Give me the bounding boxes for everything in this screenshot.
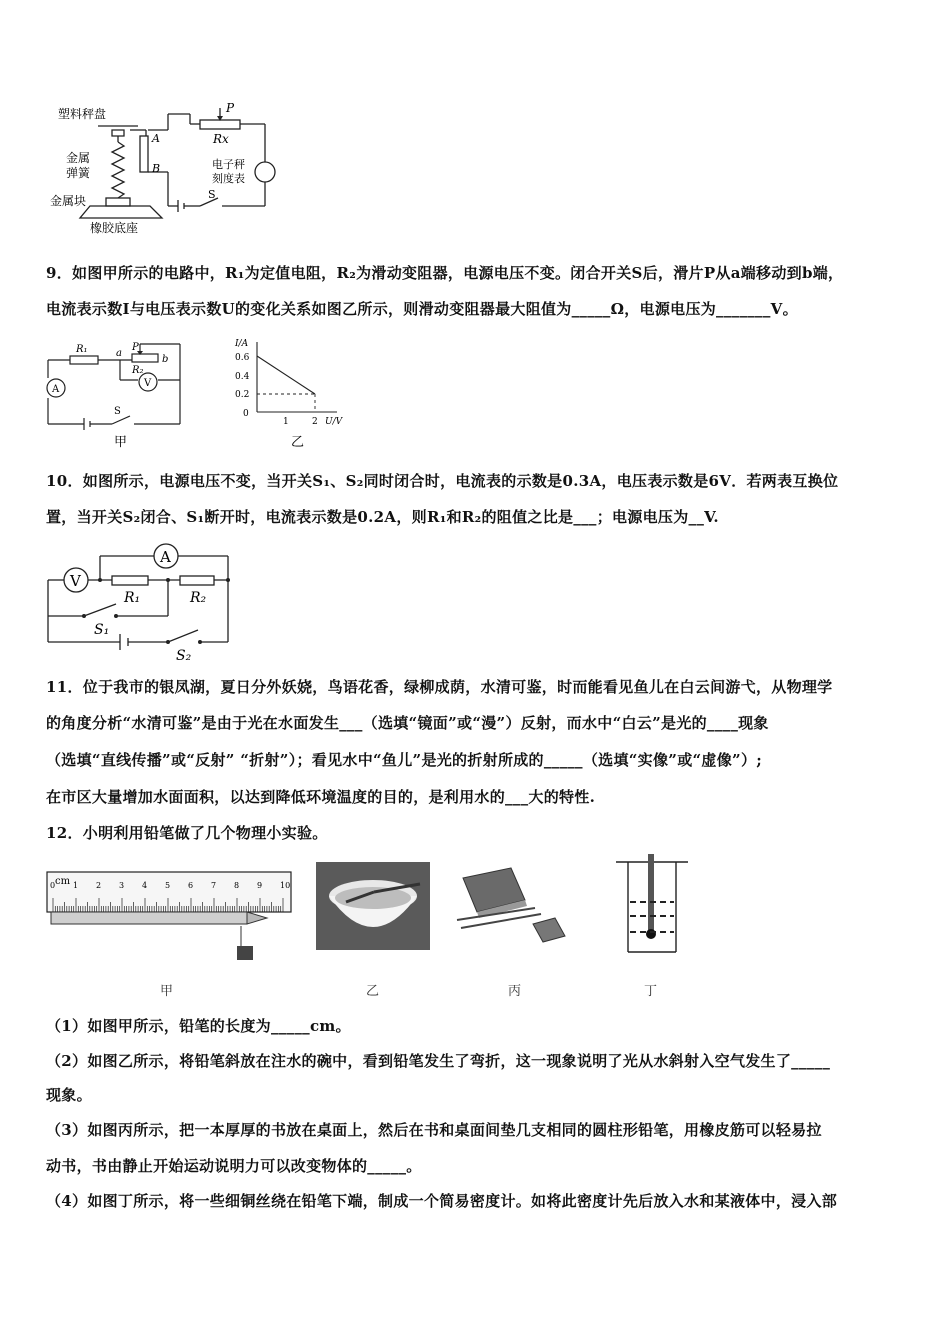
- label-spring-1: 金属: [66, 151, 91, 165]
- ruler-label: 4: [142, 881, 148, 890]
- yi-caption: 乙: [291, 435, 305, 450]
- yi-x1: 1: [283, 417, 289, 427]
- q12-part-2a: （2）如图乙所示，将铅笔斜放在注水的碗中，看到铅笔发生了弯折，这一现象说明了光从水斜射入空气发生了_____: [46, 1052, 831, 1070]
- label-pan: 塑料秤盘: [58, 107, 107, 121]
- ruler-label: 3: [119, 881, 125, 890]
- yi-y06: 0.6: [235, 353, 250, 363]
- q9-line-1: 9．如图甲所示的电路中，R₁为定值电阻，R₂为滑动变阻器，电源电压不变。闭合开关S后，滑片P从a端移动到b端，: [46, 264, 844, 282]
- ruler-label: 2: [96, 881, 102, 890]
- q10-ammeter: A: [160, 548, 171, 566]
- q10-r1: R₁: [124, 590, 141, 606]
- q10-circuit: [40, 540, 240, 665]
- q12-fig-density: [612, 852, 692, 956]
- jia-p: P: [132, 342, 139, 353]
- ruler-label: 1: [73, 881, 79, 890]
- yi-y04: 0.4: [235, 372, 250, 382]
- jia-r1: R₁: [76, 344, 88, 355]
- q10-r2: R₂: [190, 590, 207, 606]
- label-b: B: [152, 162, 161, 175]
- q11-line-2: 的角度分析“水清可鉴”是由于光在水面发生___（选填“镜面”或“漫”）反射，而水中“白云”是光的____现象: [46, 714, 769, 732]
- jia-caption: 甲: [114, 435, 128, 450]
- label-p: P: [226, 101, 235, 115]
- jia-b: b: [162, 354, 169, 365]
- q12-fig-bowl: [316, 862, 430, 950]
- ruler-label: 9: [257, 881, 263, 890]
- ruler-label: 7: [211, 881, 217, 890]
- q12-part-3b: 动书，书由静止开始运动说明力可以改变物体的_____。: [46, 1157, 422, 1175]
- yi-y02: 0.2: [235, 390, 250, 400]
- label-spring-2: 弹簧: [66, 166, 91, 180]
- q11-line-1: 11．位于我市的银凤湖，夏日分外妖娆，鸟语花香，绿柳成荫，水清可鉴，时而能看见鱼儿在白云间游弋，从物理学: [46, 678, 833, 696]
- label-meter-2: 刻度表: [212, 172, 245, 185]
- q9-line-2: 电流表示数I与电压表示数U的变化关系如图乙所示，则滑动变阻器最大阻值为_____Ω，电源电压为_______V。: [46, 300, 798, 318]
- q12-part-1: （1）如图甲所示，铅笔的长度为_____cm。: [46, 1017, 351, 1035]
- scale-circuit-figure: [50, 100, 280, 240]
- q12-caption-yi: 乙: [366, 984, 380, 999]
- q9-graph-yi: [225, 336, 375, 454]
- label-block: 金属块: [50, 194, 87, 208]
- yi-xlabel: U/V: [325, 417, 343, 427]
- q12-part-3a: （3）如图丙所示，把一本厚厚的书放在桌面上，然后在书和桌面间垫几支相同的圆柱形铅笔，用橡皮筋可以轻易拉: [46, 1121, 822, 1139]
- label-rx: Rx: [213, 132, 229, 146]
- q12-caption-jia: 甲: [160, 984, 174, 999]
- q12-part-4: （4）如图丁所示，将一些细铜丝绕在铅笔下端，制成一个简易密度计。如将此密度计先后放入水和某液体中，浸入部: [46, 1192, 838, 1210]
- jia-r2: R₂: [132, 365, 144, 376]
- q11-line-3: （选填“直线传播”或“反射” “折射”）；看见水中“鱼儿”是光的折射所成的_____（选填“实像”或“虚像”）;: [46, 751, 763, 769]
- ruler-label: 5: [165, 881, 171, 890]
- q10-s2: S₂: [176, 648, 192, 664]
- q12-part-2b: 现象。: [46, 1086, 92, 1104]
- q11-line-4: 在市区大量增加水面面积，以达到降低环境温度的目的，是利用水的___大的特性.: [46, 788, 596, 806]
- q10-voltmeter: V: [70, 572, 81, 590]
- jia-voltmeter: V: [144, 378, 152, 389]
- q10-line-1: 10．如图所示，电源电压不变，当开关S₁、S₂同时闭合时，电流表的示数是0.3A，电压表示数是6V．若两表互换位: [46, 472, 839, 490]
- ruler-label: 0: [50, 881, 56, 890]
- q12-title: 12．小明利用铅笔做了几个物理小实验。: [46, 824, 328, 842]
- graph-line: [257, 356, 315, 394]
- ruler-label: 8: [234, 881, 240, 890]
- jia-ammeter: A: [52, 384, 60, 395]
- ruler-unit: cm: [55, 876, 71, 887]
- label-a: A: [152, 132, 160, 145]
- q10-s1: S₁: [94, 622, 110, 638]
- yi-x2: 2: [312, 417, 318, 427]
- q12-caption-bing: 丙: [508, 984, 522, 999]
- yi-ylabel: I/A: [235, 339, 249, 349]
- ruler-label: 6: [188, 881, 194, 890]
- q12-caption-ding: 丁: [644, 984, 658, 999]
- label-meter-1: 电子秤: [212, 158, 245, 171]
- label-base: 橡胶底座: [90, 221, 139, 235]
- jia-switch: S: [114, 406, 121, 417]
- q12-fig-ruler: [45, 868, 295, 968]
- ruler-label: 10: [280, 881, 291, 890]
- jia-a: a: [116, 348, 122, 359]
- yi-origin: 0: [243, 409, 249, 419]
- label-switch: S: [208, 188, 216, 201]
- q12-fig-book: [455, 862, 580, 952]
- q9-circuit-jia: [40, 340, 190, 450]
- q10-line-2: 置，当开关S₂闭合、S₁断开时，电流表示数是0.2A，则R₁和R₂的阻值之比是___；电源电压为__V.: [46, 508, 719, 526]
